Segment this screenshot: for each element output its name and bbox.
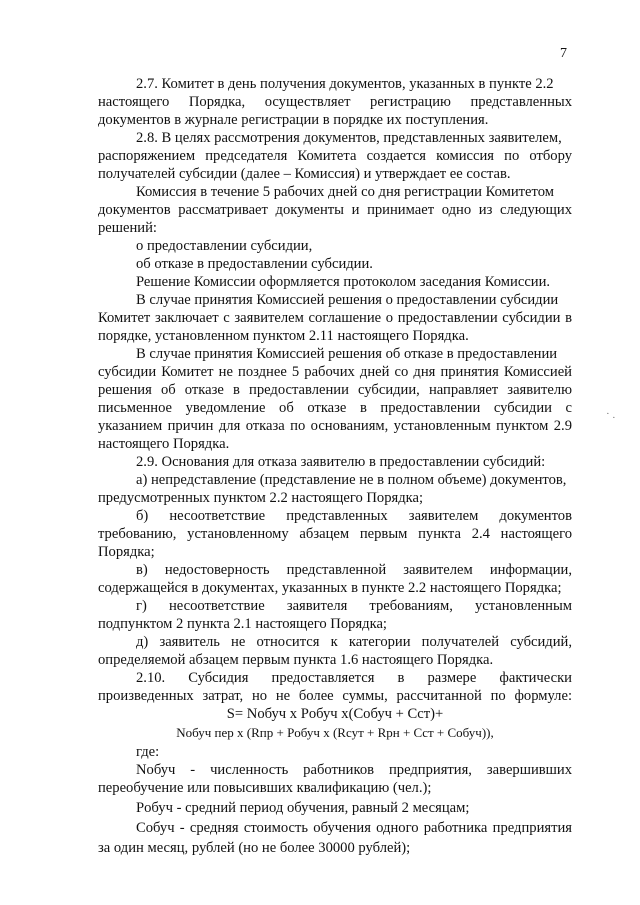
text-line: где: <box>136 744 160 760</box>
text-line: получателей субсидии (далее – Комиссия) и утверждает ее состав. <box>98 166 511 182</box>
text-line: указанием причин для отказа по основаниям, установленным пунктом 2.9 <box>98 418 572 434</box>
text-line: порядке, установленном пунктом 2.11 настоящего Порядка. <box>98 328 469 344</box>
text-line: распоряжением председателя Комитета создается комиссия по отбору <box>98 148 572 164</box>
text-line: 2.9. Основания для отказа заявителю в предоставлении субсидий: <box>136 454 546 470</box>
text-line: настоящего Порядка, осуществляет регистрацию представленных <box>98 94 572 110</box>
text-line: субсидии Комитет не позднее 5 рабочих дней со дня принятия Комиссией <box>98 364 572 380</box>
text-line: решения об отказе в предоставлении субсидии, направляет заявителю <box>98 382 572 398</box>
text-line: определяемой абзацем первым пункта 1.6 настоящего Порядка. <box>98 652 494 668</box>
text-line: б) несоответствие представленных заявителем документов <box>136 508 572 524</box>
scan-speck: · <box>606 408 610 420</box>
text-line: об отказе в предоставлении субсидии. <box>136 256 373 272</box>
text-line: Решение Комиссии оформляется протоколом заседания Комиссии. <box>136 274 551 290</box>
formula-line: Nобуч пер х (Rпр + Pобуч х (Rсут + Rрн + Cст + Cобуч)), <box>176 725 494 740</box>
text-line: о предоставлении субсидии, <box>136 238 313 254</box>
text-line: подпунктом 2 пункта 2.1 настоящего Порядка; <box>98 616 387 632</box>
text-line: д) заявитель не относится к категории получателей субсидий, <box>136 634 572 650</box>
page-number: 7 <box>560 46 567 61</box>
text-line: в) недостоверность представленной заявителем информации, <box>136 562 572 578</box>
text-line: решений: <box>98 220 157 236</box>
text-line: В случае принятия Комиссией решения об отказе в предоставлении <box>136 346 558 362</box>
text-line: Комитет заключает с заявителем соглашение о предоставлении субсидии в <box>98 310 572 326</box>
text-line: г) несоответствие заявителя требованиям, установленным <box>136 598 572 614</box>
text-line: за один месяц, рублей (но не более 30000 рублей); <box>98 840 411 856</box>
text-line: Pобуч - средний период обучения, равный 2 месяцам; <box>136 800 470 816</box>
text-line: документов рассматривает документы и принимает одно из следующих <box>98 202 572 218</box>
text-line: предусмотренных пунктом 2.2 настоящего Порядка; <box>98 490 424 506</box>
text-line: Nобуч - численность работников предприятия, завершивших <box>136 762 572 778</box>
text-line: произведенных затрат, но не более суммы, рассчитанной по формуле: <box>98 688 572 704</box>
text-line: Порядка; <box>98 544 155 560</box>
text-line: 2.8. В целях рассмотрения документов, представленных заявителем, <box>136 130 562 146</box>
text-line: требованию, установленному абзацем первым пункта 2.4 настоящего <box>98 526 572 542</box>
text-line: Cобуч - средняя стоимость обучения одного работника предприятия <box>136 820 572 836</box>
formula-line: S= Nобуч х Pобуч х(Cобуч + Cст)+ <box>226 706 444 722</box>
scan-speck: · <box>612 412 616 424</box>
text-line: 2.7. Комитет в день получения документов, указанных в пункте 2.2 <box>136 76 554 92</box>
text-line: письменное уведомление об отказе в предоставлении субсидии с <box>98 400 572 416</box>
text-line: содержащейся в документах, указанных в пункте 2.2 настоящего Порядка; <box>98 580 562 596</box>
text-line: Комиссия в течение 5 рабочих дней со дня регистрации Комитетом <box>136 184 554 200</box>
text-line: документов в журнале регистрации в порядке их поступления. <box>98 112 489 128</box>
text-line: настоящего Порядка. <box>98 436 230 452</box>
text-line: В случае принятия Комиссией решения о предоставлении субсидии <box>136 292 559 308</box>
text-line: а) непредставление (представление не в полном объеме) документов, <box>136 472 567 488</box>
text-line: переобучение или повысивших квалификацию (чел.); <box>98 780 432 796</box>
text-line: 2.10. Субсидия предоставляется в размере фактически <box>136 670 572 686</box>
